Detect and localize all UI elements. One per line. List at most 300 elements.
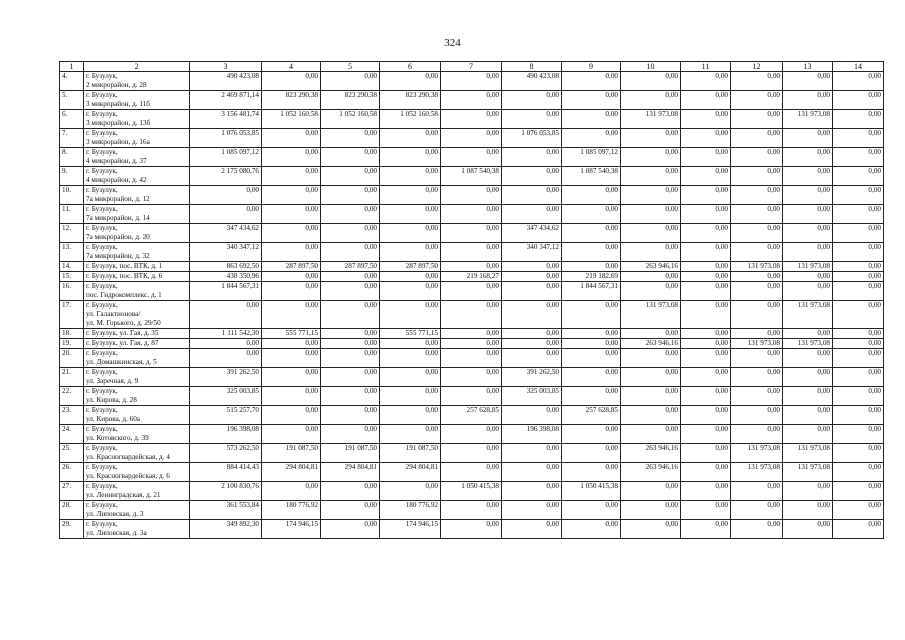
value-cell: 0,00 — [321, 205, 380, 224]
value-cell: 0,00 — [681, 167, 731, 186]
value-cell: 0,00 — [441, 129, 502, 148]
address-line: г. Бузулук, — [86, 243, 118, 251]
value-cell: 0,00 — [833, 148, 884, 167]
row-number: 25. — [60, 444, 84, 463]
value-cell: 340 347,12 — [502, 243, 562, 262]
address-cell — [84, 425, 190, 444]
address-line: г. Бузулук, пос. ВТК, д. 1 — [86, 262, 163, 270]
value-cell: 0,00 — [783, 205, 833, 224]
address-cell — [84, 110, 190, 129]
address-line: г. Бузулук, — [86, 224, 118, 232]
value-cell: 0,00 — [441, 91, 502, 110]
value-cell: 0,00 — [731, 501, 783, 520]
table-row — [60, 167, 884, 186]
value-cell: 0,00 — [380, 148, 441, 167]
address-cell — [84, 368, 190, 387]
table-row — [60, 205, 884, 224]
value-cell: 0,00 — [681, 482, 731, 501]
value-cell: 294 804,81 — [321, 463, 380, 482]
value-cell: 0,00 — [262, 186, 321, 205]
value-cell: 0,00 — [441, 205, 502, 224]
value-cell: 0,00 — [833, 339, 884, 349]
row-number: 18. — [60, 329, 84, 339]
value-cell: 131 973,08 — [621, 301, 681, 329]
value-cell: 0,00 — [321, 406, 380, 425]
table-row — [60, 406, 884, 425]
value-cell: 0,00 — [783, 482, 833, 501]
value-cell: 0,00 — [380, 186, 441, 205]
value-cell: 0,00 — [441, 387, 502, 406]
value-cell: 0,00 — [681, 129, 731, 148]
value-cell: 191 087,50 — [380, 444, 441, 463]
value-cell: 131 973,08 — [731, 463, 783, 482]
value-cell: 131 973,08 — [783, 110, 833, 129]
value-cell: 0,00 — [190, 339, 262, 349]
address-line: 3 микрорайон, д. 11б — [86, 100, 150, 108]
value-cell: 0,00 — [380, 368, 441, 387]
value-cell: 1 052 160,58 — [380, 110, 441, 129]
value-cell: 180 776,92 — [262, 501, 321, 520]
address-line: г. Бузулук, — [86, 520, 118, 528]
value-cell: 0,00 — [621, 425, 681, 444]
value-cell: 0,00 — [621, 91, 681, 110]
value-cell: 863 692,50 — [190, 262, 262, 272]
value-cell: 2 100 830,76 — [190, 482, 262, 501]
row-number: 27. — [60, 482, 84, 501]
value-cell: 0,00 — [783, 186, 833, 205]
column-header: 8 — [502, 62, 562, 72]
value-cell: 1 052 160,58 — [262, 110, 321, 129]
value-cell: 0,00 — [321, 329, 380, 339]
value-cell: 0,00 — [783, 91, 833, 110]
value-cell: 263 946,16 — [621, 463, 681, 482]
address-line: ул. М. Горького, д. 29/50 — [86, 319, 161, 327]
value-cell: 1 050 415,38 — [562, 482, 621, 501]
address-line: ул. Кирова, д. 60а — [86, 415, 140, 423]
value-cell: 0,00 — [783, 501, 833, 520]
value-cell: 0,00 — [562, 329, 621, 339]
value-cell: 2 175 080,76 — [190, 167, 262, 186]
address-line: ул. Заречная, д. 9 — [86, 377, 139, 385]
address-line: ул. Домашкинская, д. 5 — [86, 358, 157, 366]
value-cell: 0,00 — [262, 148, 321, 167]
value-cell: 0,00 — [441, 72, 502, 91]
value-cell: 0,00 — [681, 425, 731, 444]
value-cell: 0,00 — [621, 282, 681, 301]
value-cell: 0,00 — [441, 329, 502, 339]
value-cell: 555 771,15 — [380, 329, 441, 339]
address-cell — [84, 444, 190, 463]
value-cell: 0,00 — [731, 186, 783, 205]
value-cell: 0,00 — [380, 205, 441, 224]
value-cell: 0,00 — [562, 110, 621, 129]
value-cell: 0,00 — [441, 282, 502, 301]
value-cell: 0,00 — [731, 482, 783, 501]
address-line: ул. Красногвардейская, д. 4 — [86, 453, 170, 461]
value-cell: 180 776,92 — [380, 501, 441, 520]
value-cell: 0,00 — [321, 501, 380, 520]
value-cell: 0,00 — [262, 406, 321, 425]
value-cell: 0,00 — [562, 387, 621, 406]
address-line: ул. Липовская, д. 3а — [86, 529, 147, 537]
value-cell: 0,00 — [562, 243, 621, 262]
value-cell: 1 844 567,31 — [190, 282, 262, 301]
value-cell: 0,00 — [562, 425, 621, 444]
column-header: 1 — [60, 62, 84, 72]
address-line: ул. Котовского, д. 39 — [86, 434, 149, 442]
value-cell: 0,00 — [441, 224, 502, 243]
table-row — [60, 148, 884, 167]
value-cell: 263 946,16 — [621, 339, 681, 349]
value-cell: 287 897,50 — [380, 262, 441, 272]
value-cell: 131 973,08 — [621, 110, 681, 129]
value-cell: 0,00 — [321, 148, 380, 167]
column-header: 14 — [833, 62, 884, 72]
value-cell: 0,00 — [833, 387, 884, 406]
address-line: 7а микрорайон, д. 12 — [86, 195, 150, 203]
value-cell: 131 973,08 — [783, 463, 833, 482]
value-cell: 0,00 — [321, 368, 380, 387]
value-cell: 0,00 — [621, 406, 681, 425]
value-cell: 0,00 — [783, 243, 833, 262]
value-cell: 0,00 — [833, 167, 884, 186]
row-number: 5. — [60, 91, 84, 110]
value-cell: 0,00 — [621, 243, 681, 262]
value-cell: 0,00 — [681, 91, 731, 110]
value-cell: 0,00 — [681, 444, 731, 463]
value-cell: 0,00 — [731, 91, 783, 110]
table-row — [60, 444, 884, 463]
value-cell: 0,00 — [321, 482, 380, 501]
value-cell: 0,00 — [833, 301, 884, 329]
value-cell: 1 076 053,85 — [190, 129, 262, 148]
value-cell: 0,00 — [502, 463, 562, 482]
value-cell: 0,00 — [783, 224, 833, 243]
row-number: 26. — [60, 463, 84, 482]
value-cell: 0,00 — [262, 205, 321, 224]
value-cell: 0,00 — [262, 72, 321, 91]
value-cell: 325 003,85 — [190, 387, 262, 406]
address-line: г. Бузулук, пос. ВТК, д. 6 — [86, 272, 163, 280]
column-header: 3 — [190, 62, 262, 72]
table-row — [60, 387, 884, 406]
address-line: г. Бузулук, — [86, 387, 118, 395]
address-line: ул. Красногвардейская, д. 6 — [86, 472, 170, 480]
row-number: 20. — [60, 349, 84, 368]
value-cell: 0,00 — [562, 91, 621, 110]
value-cell: 0,00 — [502, 349, 562, 368]
table-row — [60, 224, 884, 243]
value-cell: 0,00 — [502, 91, 562, 110]
value-cell: 0,00 — [731, 72, 783, 91]
value-cell: 0,00 — [190, 349, 262, 368]
value-cell: 0,00 — [321, 425, 380, 444]
value-cell: 0,00 — [562, 224, 621, 243]
value-cell: 0,00 — [621, 72, 681, 91]
value-cell: 0,00 — [681, 329, 731, 339]
value-cell: 555 771,15 — [262, 329, 321, 339]
value-cell: 0,00 — [502, 167, 562, 186]
value-cell: 0,00 — [681, 349, 731, 368]
value-cell: 391 262,50 — [190, 368, 262, 387]
value-cell: 0,00 — [321, 339, 380, 349]
address-cell — [84, 406, 190, 425]
address-cell — [84, 262, 190, 272]
row-number: 15. — [60, 272, 84, 282]
value-cell: 131 973,08 — [783, 301, 833, 329]
value-cell: 0,00 — [502, 110, 562, 129]
value-cell: 0,00 — [380, 349, 441, 368]
row-number: 23. — [60, 406, 84, 425]
value-cell: 0,00 — [262, 339, 321, 349]
value-cell: 0,00 — [262, 129, 321, 148]
value-cell: 0,00 — [731, 349, 783, 368]
table-row — [60, 110, 884, 129]
column-header: 7 — [441, 62, 502, 72]
row-number: 10. — [60, 186, 84, 205]
value-cell: 0,00 — [562, 129, 621, 148]
value-cell: 1 085 097,12 — [190, 148, 262, 167]
value-cell: 0,00 — [262, 282, 321, 301]
value-cell: 0,00 — [380, 72, 441, 91]
value-cell: 0,00 — [502, 406, 562, 425]
value-cell: 1 087 540,38 — [562, 167, 621, 186]
address-line: г. Бузулук, — [86, 301, 118, 309]
address-cell — [84, 329, 190, 339]
value-cell: 0,00 — [731, 301, 783, 329]
address-cell — [84, 186, 190, 205]
value-cell: 0,00 — [833, 349, 884, 368]
address-line: ул. Ленинградская, д. 21 — [86, 491, 161, 499]
value-cell: 0,00 — [833, 110, 884, 129]
value-cell: 0,00 — [731, 282, 783, 301]
value-cell: 0,00 — [380, 272, 441, 282]
value-cell: 0,00 — [833, 329, 884, 339]
value-cell: 0,00 — [502, 148, 562, 167]
value-cell: 490 423,08 — [502, 72, 562, 91]
value-cell: 0,00 — [833, 224, 884, 243]
row-number: 13. — [60, 243, 84, 262]
value-cell: 0,00 — [321, 349, 380, 368]
value-cell: 0,00 — [731, 368, 783, 387]
address-cell — [84, 501, 190, 520]
value-cell: 174 946,15 — [262, 520, 321, 539]
address-cell — [84, 272, 190, 282]
address-line: 3 микрорайон, д. 16а — [86, 138, 150, 146]
value-cell: 0,00 — [321, 224, 380, 243]
value-cell: 0,00 — [262, 482, 321, 501]
value-cell: 0,00 — [380, 387, 441, 406]
value-cell: 0,00 — [621, 129, 681, 148]
table-row — [60, 463, 884, 482]
value-cell: 0,00 — [441, 463, 502, 482]
value-cell: 884 414,43 — [190, 463, 262, 482]
value-cell: 0,00 — [621, 148, 681, 167]
table-row — [60, 425, 884, 444]
value-cell: 0,00 — [783, 167, 833, 186]
row-number: 6. — [60, 110, 84, 129]
value-cell: 0,00 — [562, 205, 621, 224]
value-cell: 0,00 — [621, 205, 681, 224]
value-cell: 0,00 — [731, 224, 783, 243]
row-number: 12. — [60, 224, 84, 243]
table-row — [60, 243, 884, 262]
value-cell: 0,00 — [562, 72, 621, 91]
value-cell: 0,00 — [380, 167, 441, 186]
address-line: г. Бузулук, — [86, 72, 118, 80]
column-header: 13 — [783, 62, 833, 72]
address-line: г. Бузулук, — [86, 148, 118, 156]
value-cell: 0,00 — [380, 224, 441, 243]
value-cell: 0,00 — [441, 148, 502, 167]
table-row — [60, 301, 884, 329]
value-cell: 0,00 — [783, 329, 833, 339]
table-row — [60, 329, 884, 339]
value-cell: 0,00 — [681, 224, 731, 243]
value-cell: 0,00 — [833, 91, 884, 110]
value-cell: 0,00 — [321, 186, 380, 205]
value-cell: 0,00 — [441, 243, 502, 262]
address-line: г. Бузулук, — [86, 349, 118, 357]
row-number: 4. — [60, 72, 84, 91]
row-number: 8. — [60, 148, 84, 167]
address-cell — [84, 91, 190, 110]
address-line: г. Бузулук, — [86, 186, 118, 194]
value-cell: 0,00 — [783, 272, 833, 282]
value-cell: 0,00 — [441, 349, 502, 368]
value-cell: 0,00 — [681, 186, 731, 205]
row-number: 16. — [60, 282, 84, 301]
value-cell: 196 398,08 — [502, 425, 562, 444]
value-cell: 0,00 — [262, 301, 321, 329]
address-line: г. Бузулук, — [86, 205, 118, 213]
value-cell: 0,00 — [441, 110, 502, 129]
value-cell: 0,00 — [262, 425, 321, 444]
address-cell — [84, 224, 190, 243]
value-cell: 0,00 — [502, 262, 562, 272]
address-line: 7а микрорайон, д. 32 — [86, 252, 150, 260]
value-cell: 1 111 542,30 — [190, 329, 262, 339]
address-cell — [84, 463, 190, 482]
value-cell: 0,00 — [833, 129, 884, 148]
address-line: 7а микрорайон, д. 14 — [86, 214, 150, 222]
address-line: 7а микрорайон, д. 20 — [86, 233, 150, 241]
table-row — [60, 501, 884, 520]
value-cell: 0,00 — [562, 444, 621, 463]
value-cell: 0,00 — [681, 272, 731, 282]
value-cell: 294 804,81 — [380, 463, 441, 482]
value-cell: 294 804,81 — [262, 463, 321, 482]
header-row — [60, 62, 884, 72]
table-body — [60, 72, 884, 539]
value-cell: 0,00 — [621, 501, 681, 520]
value-cell: 0,00 — [621, 520, 681, 539]
address-cell — [84, 282, 190, 301]
value-cell: 0,00 — [502, 444, 562, 463]
value-cell: 0,00 — [562, 186, 621, 205]
address-line: 4 микрорайон, д. 42 — [86, 176, 147, 184]
value-cell: 0,00 — [190, 205, 262, 224]
value-cell: 0,00 — [681, 205, 731, 224]
row-number: 7. — [60, 129, 84, 148]
value-cell: 0,00 — [441, 339, 502, 349]
value-cell: 257 628,85 — [562, 406, 621, 425]
value-cell: 823 290,38 — [321, 91, 380, 110]
value-cell: 0,00 — [833, 368, 884, 387]
row-number: 21. — [60, 368, 84, 387]
value-cell: 0,00 — [441, 501, 502, 520]
value-cell: 0,00 — [621, 482, 681, 501]
value-cell: 0,00 — [321, 167, 380, 186]
value-cell: 0,00 — [562, 368, 621, 387]
value-cell: 0,00 — [833, 520, 884, 539]
value-cell: 0,00 — [681, 387, 731, 406]
column-header: 2 — [84, 62, 190, 72]
address-cell — [84, 243, 190, 262]
address-line: г. Бузулук, — [86, 91, 118, 99]
value-cell: 0,00 — [681, 262, 731, 272]
value-cell: 0,00 — [783, 129, 833, 148]
value-cell: 0,00 — [681, 72, 731, 91]
value-cell: 823 290,38 — [380, 91, 441, 110]
value-cell: 0,00 — [562, 463, 621, 482]
value-cell: 0,00 — [681, 243, 731, 262]
table-row — [60, 482, 884, 501]
value-cell: 0,00 — [681, 148, 731, 167]
column-header: 5 — [321, 62, 380, 72]
value-cell: 0,00 — [681, 501, 731, 520]
table-row — [60, 91, 884, 110]
value-cell: 0,00 — [262, 243, 321, 262]
address-line: г. Бузулук, — [86, 482, 118, 490]
value-cell: 0,00 — [833, 463, 884, 482]
value-cell: 0,00 — [502, 205, 562, 224]
value-cell: 0,00 — [731, 520, 783, 539]
value-cell: 0,00 — [621, 387, 681, 406]
value-cell: 0,00 — [731, 167, 783, 186]
value-cell: 340 347,12 — [190, 243, 262, 262]
value-cell: 0,00 — [190, 301, 262, 329]
value-cell: 0,00 — [681, 301, 731, 329]
value-cell: 0,00 — [502, 186, 562, 205]
value-cell: 0,00 — [621, 167, 681, 186]
value-cell: 131 973,08 — [731, 444, 783, 463]
value-cell: 0,00 — [783, 425, 833, 444]
value-cell: 0,00 — [321, 520, 380, 539]
value-cell: 0,00 — [681, 463, 731, 482]
value-cell: 0,00 — [783, 368, 833, 387]
value-cell: 131 973,08 — [783, 339, 833, 349]
value-cell: 0,00 — [321, 243, 380, 262]
value-cell: 0,00 — [190, 186, 262, 205]
value-cell: 0,00 — [731, 243, 783, 262]
value-cell: 0,00 — [262, 387, 321, 406]
value-cell: 0,00 — [502, 329, 562, 339]
value-cell: 0,00 — [502, 272, 562, 282]
address-line: ул. Галактионова/ — [86, 310, 141, 318]
address-cell — [84, 301, 190, 329]
column-header: 4 — [262, 62, 321, 72]
value-cell: 0,00 — [380, 129, 441, 148]
value-cell: 0,00 — [621, 224, 681, 243]
value-cell: 0,00 — [502, 501, 562, 520]
value-cell: 287 897,50 — [321, 262, 380, 272]
address-line: г. Бузулук, — [86, 406, 118, 414]
value-cell: 0,00 — [731, 129, 783, 148]
address-line: г. Бузулук, — [86, 425, 118, 433]
value-cell: 219 168,27 — [441, 272, 502, 282]
address-line: г. Бузулук, — [86, 110, 118, 118]
